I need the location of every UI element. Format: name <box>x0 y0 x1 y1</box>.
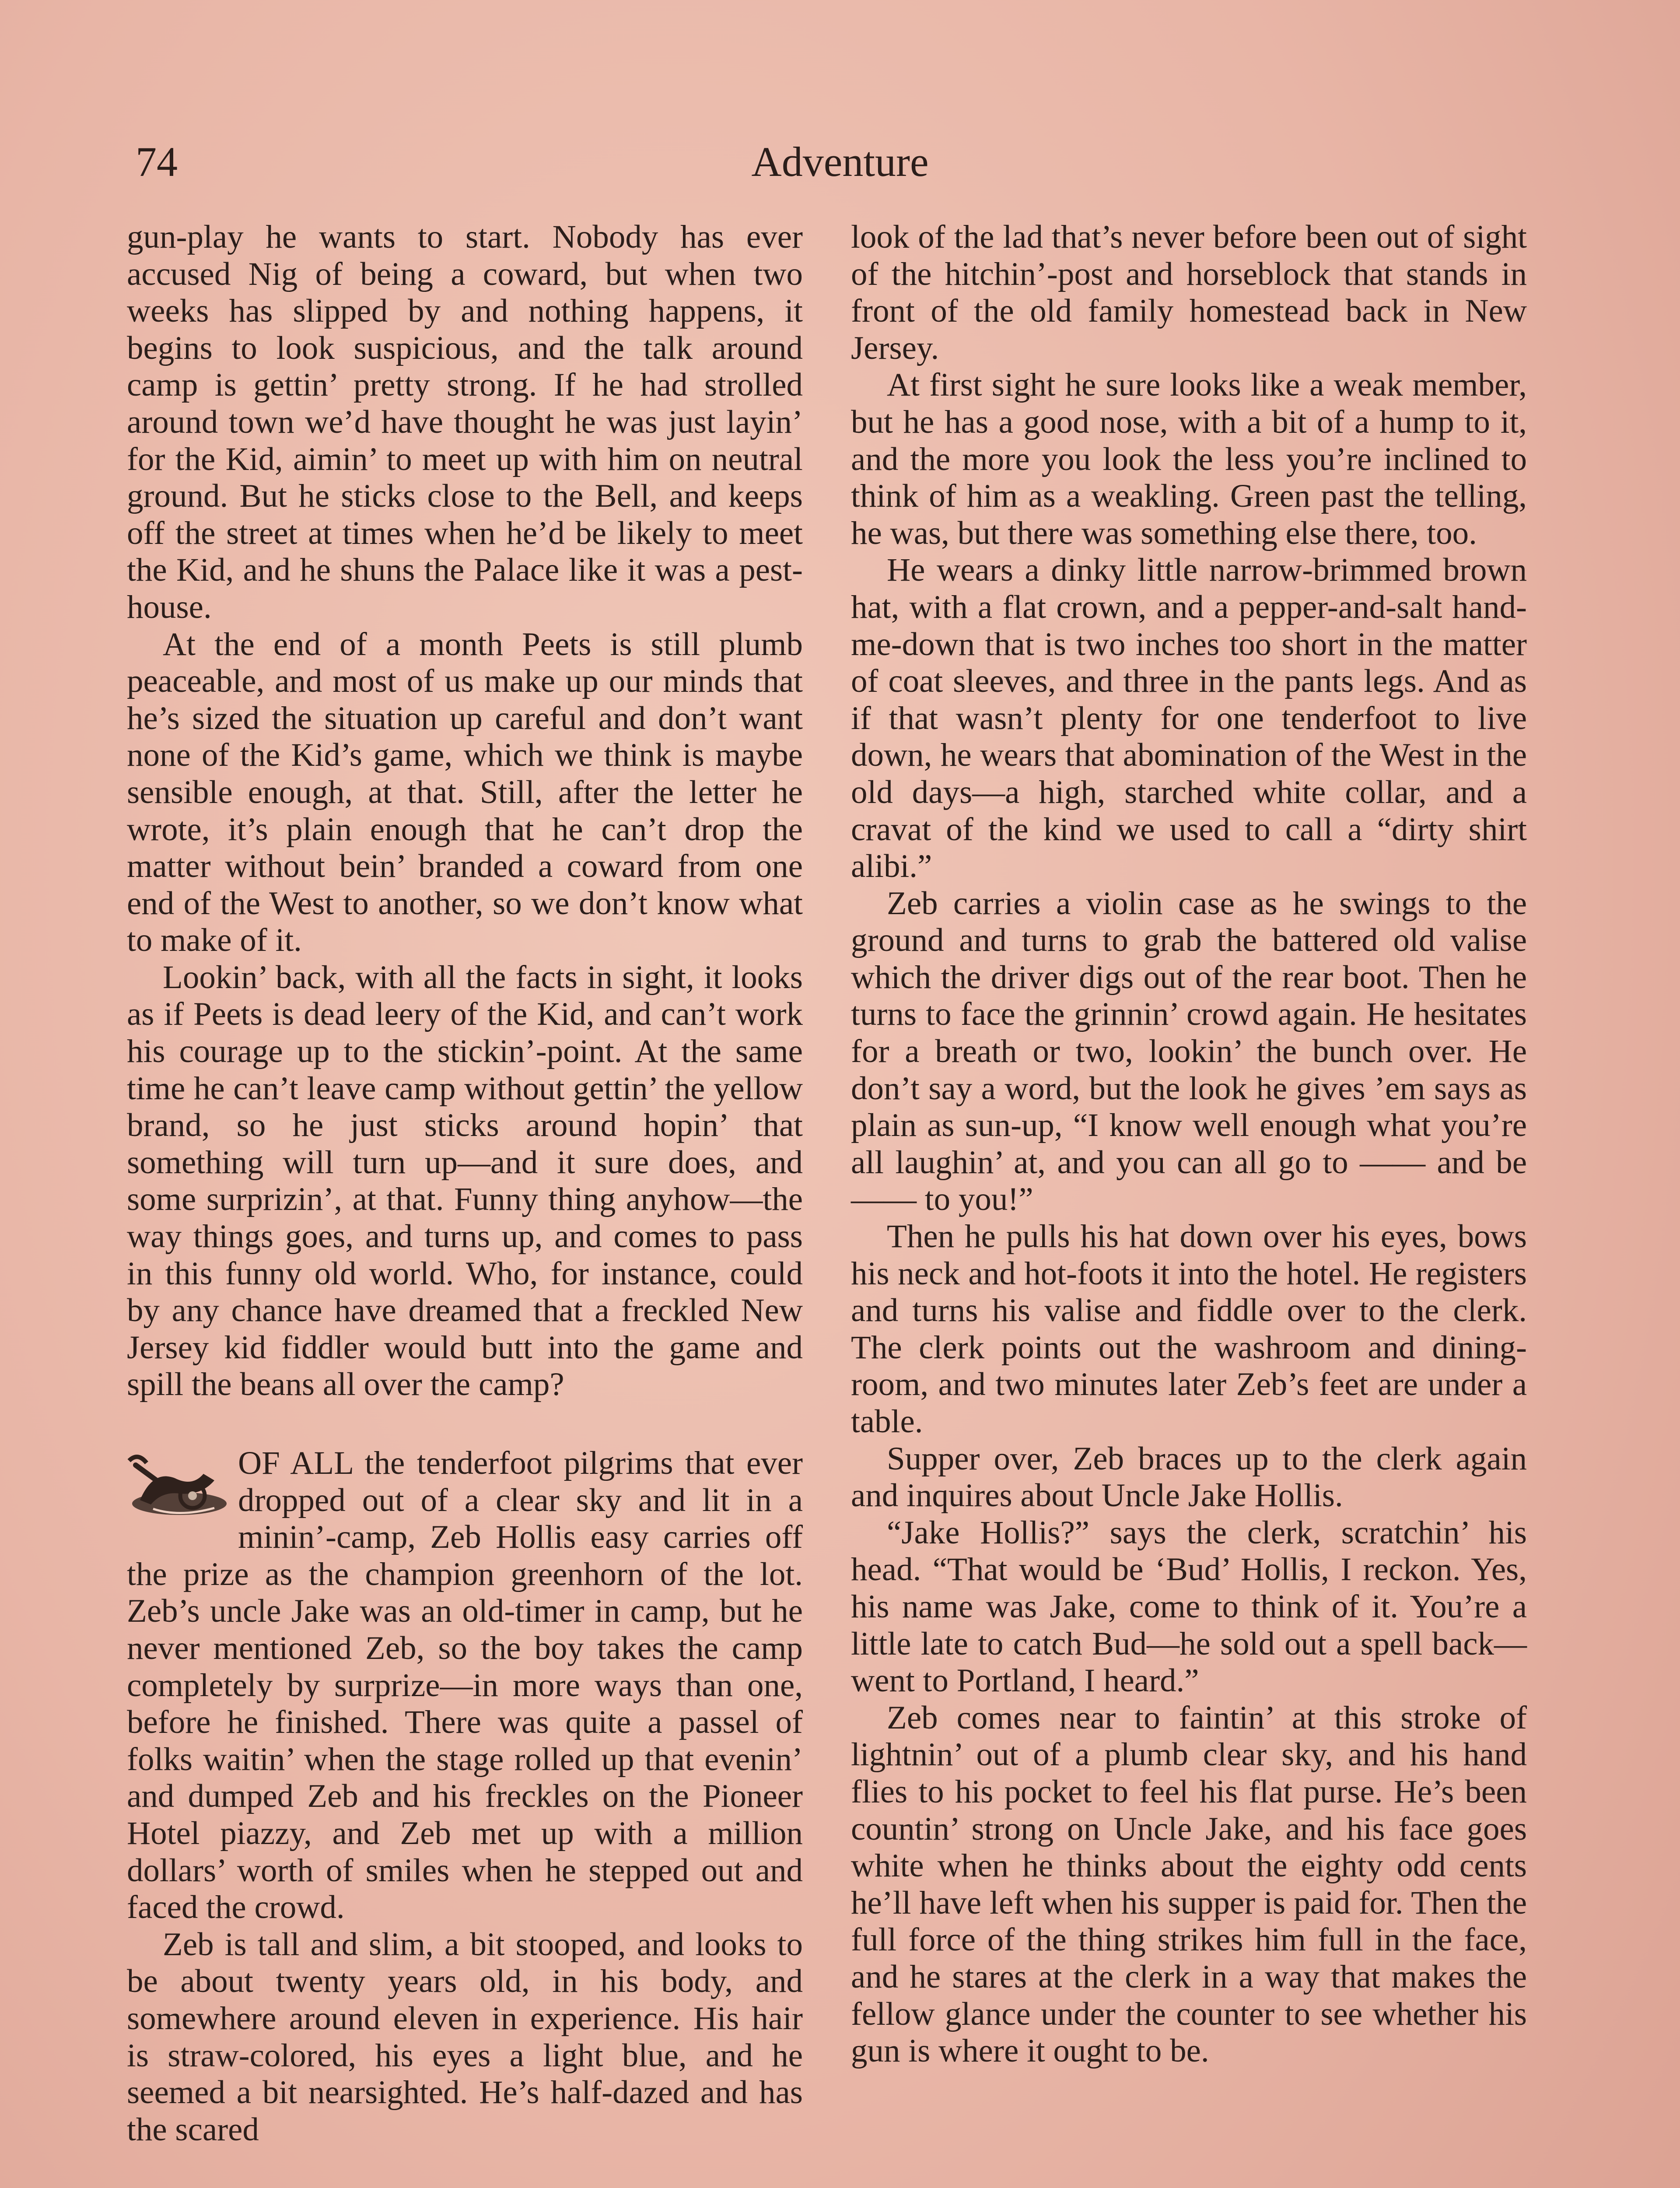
paragraph: Zeb is tall and slim, a bit stooped, and looks to be about twenty years old, in his body, and somewhere around eleven in experience. His hair is straw-colored, his eyes a light blue, and he seemed a bit nearsighted. He’s half-dazed and has the scared <box>127 1926 803 2148</box>
running-title: Adventure <box>751 138 929 185</box>
paragraph: gun-play he wants to start. Nobody has ever accused Nig of being a coward, but when two weeks has slipped by and nothing happens, it begins to look suspicious, and the talk around camp is gettin’ pretty strong. If he had strolled around town we’d have thought he was just layin’ for the Kid, aimin’ to meet up with him on neutral ground. But he sticks close to the Bell, and keeps off the street at times when he’d be likely to meet the Kid, and he shuns the Palace like it was a pest-house. <box>127 219 803 625</box>
paragraph: Zeb comes near to faintin’ at this stroke of lightnin’ out of a plumb clear sky, and his hand flies to his pocket to feel his flat purse. He’s been countin’ strong on Uncle Jake, and his face goes white when he thinks about the eighty odd cents he’ll have left when his supper is paid for. Then the full force of the thing strikes him full in the face, and he stares at the clerk in a way that makes the fellow glance under the counter to see whether his gun is where it ought to be. <box>851 1699 1527 2069</box>
right-column <box>851 219 1527 2070</box>
paragraph: look of the lad that’s never before been out of sight of the hitchin’-post and horseblock that stands in front of the old family homestead back in New Jersey. <box>851 219 1527 366</box>
paragraph: Zeb carries a violin case as he swings to the ground and turns to grab the battered old valise which the driver digs out of the rear boot. Then he turns to face the grinnin’ crowd again. He hesitates for a breath or two, lookin’ the bunch over. He don’t say a word, but the look he gives ’em says as plain as sun-up, “I know well enough what you’re all laughin’ at, and you can all go to —— and be —— to you!” <box>851 885 1527 1218</box>
paragraph: At the end of a month Peets is still plumb peaceable, and most of us make up our minds that he’s sized the situation up careful and don’t want none of the Kid’s game, which we think is maybe sensible enough, at that. Still, after the letter he wrote, it’s plain enough that he can’t drop the matter without bein’ branded a coward from one end of the West to another, so we don’t know what to make of it. <box>127 626 803 959</box>
section-opening-text: the tenderfoot pilgrims that ever dropped out of a clear sky and lit in a minin’-camp, Zeb Hollis easy carries off the prize as the champion greenhorn of the lot. Zeb’s uncle Jake was an old-timer in camp, but he never mentioned Zeb, so the boy takes the camp completely by surprize—in more ways than one, before he finished. There was quite a passel of folks waitin’ when the stage rolled up that evenin’ and dumped Zeb and his freckles on the Pioneer Hotel piazzy, and Zeb met up with a million dollars’ worth of smiles when he stepped out and faced the crowd. <box>127 1445 803 1926</box>
page-number: 74 <box>136 138 178 185</box>
paragraph: Supper over, Zeb braces up to the clerk again and inquires about Uncle Jake Hollis. <box>851 1440 1527 1514</box>
paragraph: He wears a dinky little narrow-brimmed brown hat, with a flat crown, and a pepper-and-salt hand-me-down that is two inches too short in the matter of coat sleeves, and three in the pants legs. And as if that wasn’t plenty for one tenderfoot to live down, he wears that abomination of the West in the old days—a high, starched white collar, and a cravat of the kind we used to call a “dirty shirt alibi.” <box>851 552 1527 885</box>
paragraph: “Jake Hollis?” says the clerk, scratchin’ his head. “That would be ‘Bud’ Hollis, I reckon. Yes, his name was Jake, come to think of it. You’re a little late to catch Bud—he sold out a spell back—went to Portland, I heard.” <box>851 1514 1527 1699</box>
page-header <box>136 131 1544 193</box>
left-column <box>127 219 803 2148</box>
mining-pick-ornament-icon <box>127 1448 232 1522</box>
paragraph: Lookin’ back, with all the facts in sight, it looks as if Peets is dead leery of the Kid, and can’t work his courage up to the stickin’-point. At the same time he can’t leave camp without gettin’ the yellow brand, so he just sticks around hopin’ that something will turn up—and it sure does, and some surprizin’, at that. Funny thing anyhow—the way things goes, and turns up, and comes to pass in this funny old world. Who, for instance, could by any chance have dreamed that a freckled New Jersey kid fiddler would butt into the game and spill the beans all over the camp? <box>127 959 803 1403</box>
section-lead-caps: OF ALL <box>238 1445 353 1481</box>
section-opening-paragraph <box>127 1445 803 1926</box>
paragraph: At first sight he sure looks like a weak member, but he has a good nose, with a bit of a hump to it, and the more you look the less you’re inclined to think of him as a weakling. Green past the telling, he was, but there was something else there, too. <box>851 367 1527 551</box>
paragraph: Then he pulls his hat down over his eyes, bows his neck and hot-foots it into the hotel. He registers and turns his valise and fiddle over to the clerk. The clerk points out the washroom and dining-room, and two minutes later Zeb’s feet are under a table. <box>851 1218 1527 1440</box>
section-break <box>127 1403 803 1445</box>
